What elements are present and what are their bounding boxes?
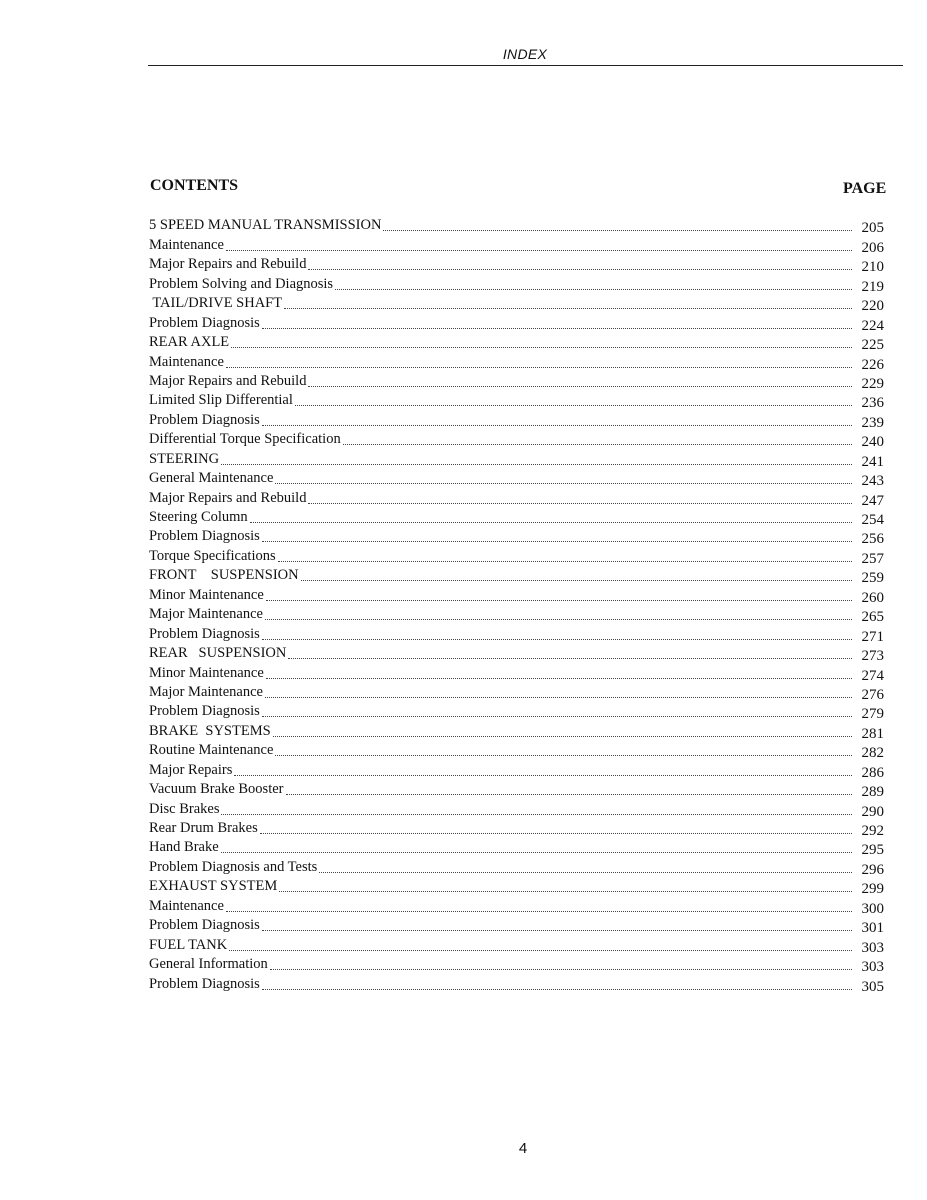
toc-entry-title: Rear Drum Brakes [149,820,258,836]
dot-leader [284,308,852,309]
dot-leader [343,444,852,445]
toc-entry-page-number: 265 [861,609,884,626]
toc-entry-title: Hand Brake [149,839,219,856]
toc-entry [149,915,884,937]
toc-entry-title: Differential Torque Specification [149,431,341,448]
dot-leader [308,269,852,270]
toc-entry [149,215,884,237]
toc-entry-title: Major Repairs and Rebuild [149,489,307,506]
dot-leader [266,600,852,601]
toc-entry-title: Problem Diagnosis [149,411,260,428]
toc-entry-title: Major Repairs and Rebuild [149,372,307,389]
page-number: 4 [518,1140,528,1157]
table-of-contents [149,215,884,993]
dot-leader [275,755,852,756]
dot-leader [226,250,852,251]
toc-entry-title: Problem Diagnosis and Tests [149,858,318,875]
toc-entry-page-number: 282 [861,745,884,762]
toc-entry-page-number: 281 [861,725,884,742]
toc-entry-page-number: 290 [861,803,884,820]
toc-entry [149,720,884,742]
dot-leader [229,950,852,951]
dot-leader [231,347,852,348]
dot-leader [383,230,852,231]
toc-entry-title: General Information [149,956,268,973]
toc-entry [149,740,884,762]
toc-entry-page-number: 303 [861,939,884,956]
toc-entry-title: Problem Diagnosis [149,625,260,642]
toc-entry-page-number: 205 [861,220,884,237]
toc-entry [149,448,884,470]
toc-entry [149,312,884,334]
toc-entry [149,234,884,256]
toc-entry [149,507,884,526]
toc-entry-page-number: 299 [861,881,884,898]
toc-entry-title: Minor Maintenance [149,664,264,681]
toc-entry-title: REAR AXLE [149,334,230,351]
toc-entry-page-number: 271 [861,628,884,645]
toc-entry [149,876,884,898]
toc-entry-title: Problem Diagnosis [149,975,260,992]
toc-entry-page-number: 300 [861,900,884,917]
dot-leader [250,522,852,523]
dot-leader [319,872,852,873]
toc-entry-page-number: 274 [861,667,884,684]
dot-leader [221,852,852,853]
toc-entry-page-number: 254 [861,512,884,528]
toc-entry [149,332,884,354]
toc-entry-title: EXHAUST SYSTEM [149,878,278,895]
toc-entry-page-number: 243 [861,473,884,490]
toc-entry-page-number: 241 [861,453,884,470]
toc-entry-title: Minor Maintenance [149,586,264,603]
toc-entry-page-number: 256 [861,531,884,548]
toc-entry-page-number: 220 [861,298,884,315]
toc-entry-title: Problem Diagnosis [149,917,260,934]
toc-entry [149,371,884,390]
toc-entry [149,895,884,917]
toc-entry-title: BRAKE SYSTEMS [149,722,271,739]
toc-entry-page-number: 286 [861,764,884,781]
toc-entry-page-number: 219 [861,278,884,295]
dot-leader [286,794,853,795]
toc-entry-page-number: 260 [861,589,884,606]
dot-leader [226,367,852,368]
toc-entry [149,662,884,684]
dot-leader [308,386,852,387]
toc-entry-page-number: 239 [861,414,884,431]
dot-leader [266,678,852,679]
toc-entry [149,468,884,490]
toc-entry [149,409,884,431]
toc-entry-page-number: 289 [861,784,884,801]
toc-entry [149,351,884,373]
dot-leader [288,658,852,659]
toc-entry-title: Problem Diagnosis [149,703,260,720]
toc-entry-title: Disc Brakes [149,800,220,817]
toc-entry-title: Problem Diagnosis [149,528,260,545]
toc-entry-page-number: 225 [861,337,884,354]
toc-entry [149,623,884,645]
toc-entry-page-number: 247 [861,492,884,509]
toc-entry-title: 5 SPEED MANUAL TRANSMISSION [149,217,382,234]
toc-entry [149,254,884,276]
toc-entry-page-number: 292 [861,823,884,839]
dot-leader [273,736,852,737]
toc-entry-title: Major Repairs and Rebuild [149,256,307,273]
toc-entry-page-number: 226 [861,356,884,373]
dot-leader [335,289,852,290]
dot-leader [260,833,852,834]
dot-leader [262,328,852,329]
toc-entry-page-number: 273 [861,648,884,665]
toc-entry [149,390,884,412]
contents-heading: CONTENTS [150,177,239,194]
toc-entry-title: Major Repairs [149,761,233,778]
toc-entry [149,837,884,859]
dot-leader [221,814,852,815]
toc-entry-title: Torque Specifications [149,547,276,564]
toc-entry-page-number: 303 [861,959,884,976]
dot-leader [279,891,852,892]
toc-entry-title: Maintenance [149,353,224,370]
toc-entry [149,565,884,587]
header-title: INDEX [502,46,548,62]
toc-entry-title: TAIL/DRIVE SHAFT [149,295,283,312]
toc-entry-title: Steering Column [149,509,248,525]
dot-leader [270,969,852,970]
toc-entry-page-number: 276 [861,686,884,703]
toc-entry-page-number: 301 [861,920,884,937]
toc-entry [149,526,884,548]
toc-entry [149,682,884,701]
dot-leader [308,503,852,504]
toc-entry-page-number: 279 [861,706,884,723]
dot-leader [262,716,852,717]
toc-entry-page-number: 295 [861,842,884,859]
toc-entry [149,856,884,878]
toc-entry [149,701,884,723]
toc-entry-title: Problem Diagnosis [149,314,260,331]
toc-entry-page-number: 305 [861,978,884,995]
toc-entry-title: Vacuum Brake Booster [149,781,284,798]
toc-entry [149,584,884,606]
toc-entry [149,293,884,315]
toc-entry [149,798,884,820]
toc-entry-title: FRONT SUSPENSION [149,567,299,584]
dot-leader [262,930,852,931]
toc-entry-title: Major Maintenance [149,683,263,700]
toc-entry-page-number: 296 [861,861,884,878]
toc-entry [149,818,884,837]
page-column-heading: PAGE [843,180,887,197]
toc-entry-title: Maintenance [149,897,224,914]
toc-entry-page-number: 224 [861,317,884,334]
dot-leader [221,464,852,465]
toc-entry-title: Routine Maintenance [149,742,274,759]
toc-entry [149,273,884,295]
toc-entry [149,643,884,665]
toc-entry [149,545,884,567]
toc-entry-title: Major Maintenance [149,606,263,623]
toc-entry [149,934,884,956]
toc-entry [149,954,884,976]
dot-leader [262,541,852,542]
toc-entry-title: Limited Slip Differential [149,392,293,409]
toc-entry-page-number: 210 [861,259,884,276]
toc-entry [149,604,884,626]
toc-entry [149,779,884,801]
dot-leader [262,425,852,426]
toc-entry-page-number: 257 [861,550,884,567]
dot-leader [265,619,852,620]
toc-entry-title: STEERING [149,450,220,467]
toc-entry-page-number: 240 [861,434,884,451]
dot-leader [265,697,852,698]
dot-leader [226,911,852,912]
toc-entry [149,973,884,995]
toc-entry-title: General Maintenance [149,470,274,487]
dot-leader [262,989,852,990]
toc-entry-title: FUEL TANK [149,936,228,953]
toc-entry-page-number: 236 [861,395,884,412]
toc-entry-page-number: 206 [861,239,884,256]
toc-entry-page-number: 229 [861,375,884,392]
dot-leader [275,483,852,484]
toc-entry [149,487,884,509]
toc-entry-title: Maintenance [149,236,224,253]
dot-leader [262,639,852,640]
toc-entry-page-number: 259 [861,570,884,587]
toc-entry [149,429,884,451]
dot-leader [295,405,852,406]
header-rule [148,65,903,66]
toc-entry-title: REAR SUSPENSION [149,645,287,662]
dot-leader [301,580,852,581]
dot-leader [234,775,852,776]
toc-entry-title: Problem Solving and Diagnosis [149,275,334,292]
dot-leader [278,561,852,562]
toc-entry [149,759,884,781]
